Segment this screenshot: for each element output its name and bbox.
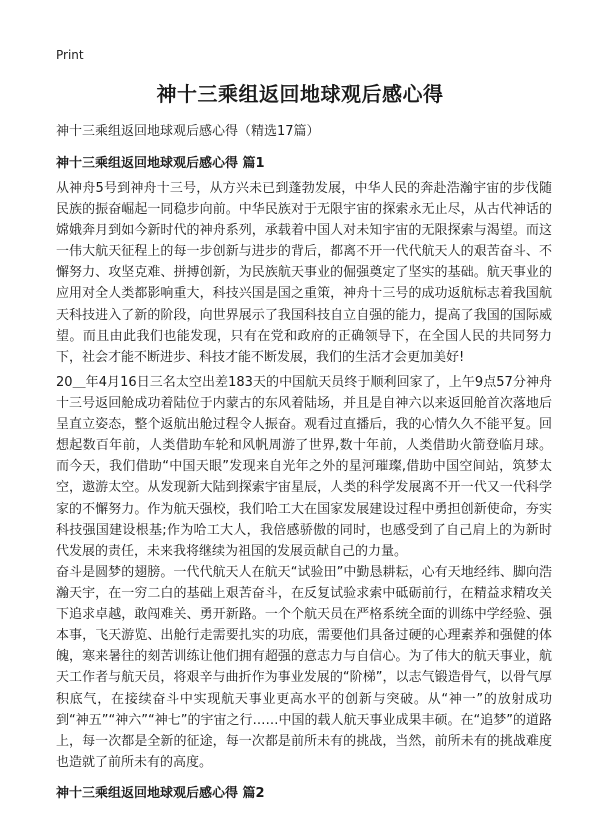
section-heading-2: 神十三乘组返回地球观后感心得 篇2	[56, 786, 265, 801]
print-label[interactable]: Print	[56, 48, 84, 62]
page-title: 神十三乘组返回地球观后感心得	[156, 82, 444, 106]
section-heading-1: 神十三乘组返回地球观后感心得 篇1	[56, 156, 265, 171]
section-1-paragraph-1: 从神舟5号到神舟十三号，从方兴未已到蓬勃发展，中华人民的奔赴浩瀚宇宙的步伐随民族的振奋崛起一同稳步向前。中华民族对于无限宇宙的探索永无止尽，从古代神话的嫦娥奔月到如今新时代的神舟系列，承载着中国人对未知宇宙的无限探索与渴望。而这一伟大航天征程上的每一步创新与进步的背后，都离不开一代代航天人的艰苦奋斗、不懈努力、攻坚克难、拼搏创新，为民族航天事业的倔强奠定了坚实的基础。航天事业的应用对全人类都影响重大，科技兴国是国之重策，神舟十三号的成功返航标志着我国航天科技进入了新的阶段，向世界展示了我国科技自立自强的能力，提高了我国的国际威望。而且由此我们也能发现，只有在党和政府的正确领导下，在全国人民的共同努力下，社会才能不断进步、科技才能不断发展，我们的生活才会更加美好!	[56, 181, 552, 365]
section-1-paragraph-3: 奋斗是圆梦的翅膀。一代代航天人在航天“试验田”中勤恳耕耘，心有天地经纬、脚向浩瀚天宇，在一穷二白的基础上艰苦奋斗，在反复试验求索中砥砺前行，在精益求精攻关下追求卓越，敢闯难关、勇开新路。一个个航天员在严格系统全面的训练中学经验、强本事，飞天游览、出舱行走需要扎实的功底，需要他们具备过硬的心理素养和强健的体魄，寒来暑往的刻苦训练让他们拥有超强的意志力与自信心。为了伟大的航天事业，航天工作者与航天员，将艰辛与曲折作为事业发展的“阶梯”，以志气锻造骨气，以骨气厚积底气，在接续奋斗中实现航天事业更高水平的创新与突破。从“神一”的放射成功到“神五”“神六”“神七”的宇宙之行……中国的载人航天事业成果丰硕。在“追梦”的道路上，每一次都是全新的征途，每一次都是前所未有的挑战，当然，前所未有的挑战难度也造就了前所未有的高度。	[56, 565, 552, 770]
section-1-paragraph-2: 20＿年4月16日三名太空出差183天的中国航天员终于顺利回家了，上午9点57分神舟十三号返回舱成功着陆位于内蒙古的东风着陆场，并且是自神六以来返回舱首次落地后呈直立姿态，整个返航出舱过程令人振奋。观看过直播后，我的心情久久不能平复。回想起数百年前，人类借助车轮和风帆周游了世界,数十年前，人类借助火箭登临月球。而今天，我们借助“中国天眼”发现来自光年之外的星河璀璨,借助中国空间站，筑梦太空，遨游太空。从发现新大陆到探索宇宙星辰，人类的科学发展离不开一代又一代科学家的不懈努力。作为航天强校，我们哈工大在国家发展建设过程中勇担创新使命，夯实科技强国建设根基;作为哈工大人，我倍感骄傲的同时，也感受到了自己肩上的为新时代发展的责任，未来我将继续为祖国的发展贡献自己的力量。	[56, 375, 552, 559]
document-subtitle: 神十三乘组返回地球观后感心得（精选17篇）	[56, 124, 320, 139]
